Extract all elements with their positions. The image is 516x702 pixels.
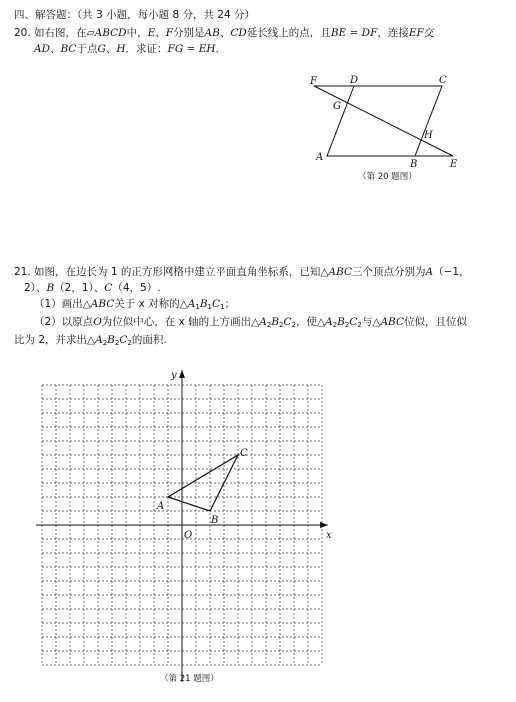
q21-part1-b: 关于 x 对称的 [114, 298, 180, 310]
q21-part2-e: 位似，且位似 [403, 316, 467, 328]
point-c-label: C [240, 448, 248, 459]
q21-abc: ABC [328, 266, 353, 278]
label-c: C [439, 75, 447, 86]
q20-abcd: ABCD [94, 27, 127, 39]
q21-part2-c: ，使 [296, 316, 318, 328]
q20-f: F [165, 27, 174, 39]
q21-line5-b: 的面积. [131, 334, 167, 346]
q20-text-c: 分别是 [173, 27, 205, 39]
q21-b2: B [271, 316, 280, 328]
subscript-1: 1 [195, 303, 200, 311]
q21-c2: C [119, 334, 128, 346]
figure-21-caption: （第 21 题图） [160, 674, 219, 684]
q21-part1 [34, 297, 235, 314]
subscript-2: 2 [127, 339, 132, 347]
figure-20-caption: （第 20 题图） [358, 172, 417, 182]
q21-a2: A [95, 334, 103, 346]
q20-e: E [147, 27, 156, 39]
q21-c2: C [349, 316, 358, 328]
q21-c1: C [212, 298, 221, 310]
q21-b2: B [337, 316, 345, 328]
subscript-2: 2 [291, 321, 297, 329]
q20-end: ． [215, 43, 226, 55]
q20-text-e: ，连接 [377, 27, 409, 39]
q20-ab: AB [204, 27, 220, 39]
label-b: B [410, 159, 418, 170]
triangle-symbol: △ [372, 316, 381, 328]
subscript-1: 1 [220, 303, 225, 311]
q21-a1: A [187, 298, 196, 310]
subscript-2: 2 [114, 339, 120, 347]
q20-ad: AD [34, 43, 51, 55]
q21-part1-a: （1）画出 [34, 298, 83, 310]
q21-line1-b: 三个顶点分别为 [352, 266, 426, 278]
q21-origin-o: O [93, 316, 102, 328]
q20-text-f: 交 [423, 27, 435, 39]
x-axis-arrow-icon [320, 522, 328, 528]
triangle-symbol: △ [317, 316, 326, 328]
x-axis-label: x [326, 530, 332, 541]
triangle-symbol: △ [179, 298, 188, 310]
q20-cd: CD [230, 27, 247, 39]
parallelogram-symbol: ▱ [86, 27, 95, 39]
q21-a2: A [259, 316, 267, 328]
triangle-symbol: △ [82, 298, 91, 310]
q21-line2-a: 2）、 [24, 282, 47, 294]
subscript-2: 2 [279, 321, 284, 329]
q21-line5 [14, 333, 167, 350]
q20-text-a: 如右图，在 [34, 27, 87, 39]
q20-claim: FG = EH [167, 43, 216, 55]
q21-a-point: A [425, 266, 434, 278]
label-d: D [350, 75, 359, 86]
q21-abc: ABC [380, 316, 404, 328]
triangle-symbol: △ [320, 266, 329, 278]
q20-text-h: ．求证： [125, 43, 168, 55]
subscript-2: 2 [266, 321, 272, 329]
label-e: E [450, 159, 458, 170]
figure-20 [300, 72, 470, 172]
q21-b-point: B [46, 282, 55, 294]
figure-21 [0, 360, 516, 702]
q21-line5-a: 比为 2，并求出 [14, 334, 88, 346]
origin-label: O [184, 530, 193, 541]
label-a: A [316, 152, 324, 163]
q20-be-df: BE = DF [330, 27, 378, 39]
subscript-2: 2 [332, 321, 338, 329]
q21-line1 [14, 265, 470, 279]
q21-c-point: C [104, 282, 113, 294]
q20-sep2: 、 [219, 27, 231, 39]
point-b-label: B [211, 515, 219, 526]
label-f: F [310, 76, 317, 87]
q20-sep4: 、 [105, 43, 117, 55]
q21-part2-b: 为位似中心，在 x 轴的上方画出 [101, 316, 252, 328]
triangle-symbol: △ [251, 316, 260, 328]
q21-line2 [24, 281, 161, 295]
q20-line2 [34, 42, 226, 56]
label-h: H [424, 130, 433, 141]
y-axis-label: y [171, 370, 177, 381]
q20-g: G [97, 43, 106, 55]
label-g: G [333, 101, 341, 112]
q20-text-d: 延长线上的点，且 [246, 27, 331, 39]
y-axis-arrow-icon [179, 370, 185, 378]
q20-text-g: 于点 [76, 43, 98, 55]
q20-text-b: 中， [126, 27, 148, 39]
q20-number: 20. [14, 27, 31, 39]
subscript-2: 2 [357, 321, 362, 329]
point-a-label: A [157, 501, 165, 512]
q20-h: H [116, 43, 126, 55]
q21-b1: B [199, 298, 208, 310]
q21-c2: C [283, 316, 292, 328]
q21-part2 [34, 315, 467, 332]
q21-abc: ABC [90, 298, 115, 310]
q21-line1-a: 如图，在边长为 1 的正方形网格中建立平面直角坐标系，已知 [34, 266, 321, 278]
q20-line1 [14, 26, 434, 40]
q20-bc: BC [60, 43, 77, 55]
q21-part2-a: （2）以原点 [34, 316, 94, 328]
segment-ef [314, 86, 453, 156]
q21-b2: B [107, 334, 115, 346]
q21-number: 21. [14, 266, 31, 278]
q21-part1-end: ； [224, 298, 236, 310]
subscript-2: 2 [344, 321, 350, 329]
subscript-1: 1 [207, 303, 213, 311]
q21-a2: A [325, 316, 333, 328]
section-heading: 四、解答题：（共 3 小题，每小题 8 分，共 24 分） [14, 9, 255, 21]
triangle-symbol: △ [87, 334, 96, 346]
q21-line1-c: （−1， [433, 266, 470, 278]
q20-sep3: 、 [50, 43, 61, 55]
q21-line2-b: （2，1）、 [54, 282, 105, 294]
q20-ef: EF [408, 27, 424, 39]
q20-sep1: 、 [155, 27, 166, 39]
subscript-2: 2 [102, 339, 108, 347]
q21-line2-c: （4，5）. [112, 282, 161, 294]
q21-part2-d: 与 [361, 316, 373, 328]
